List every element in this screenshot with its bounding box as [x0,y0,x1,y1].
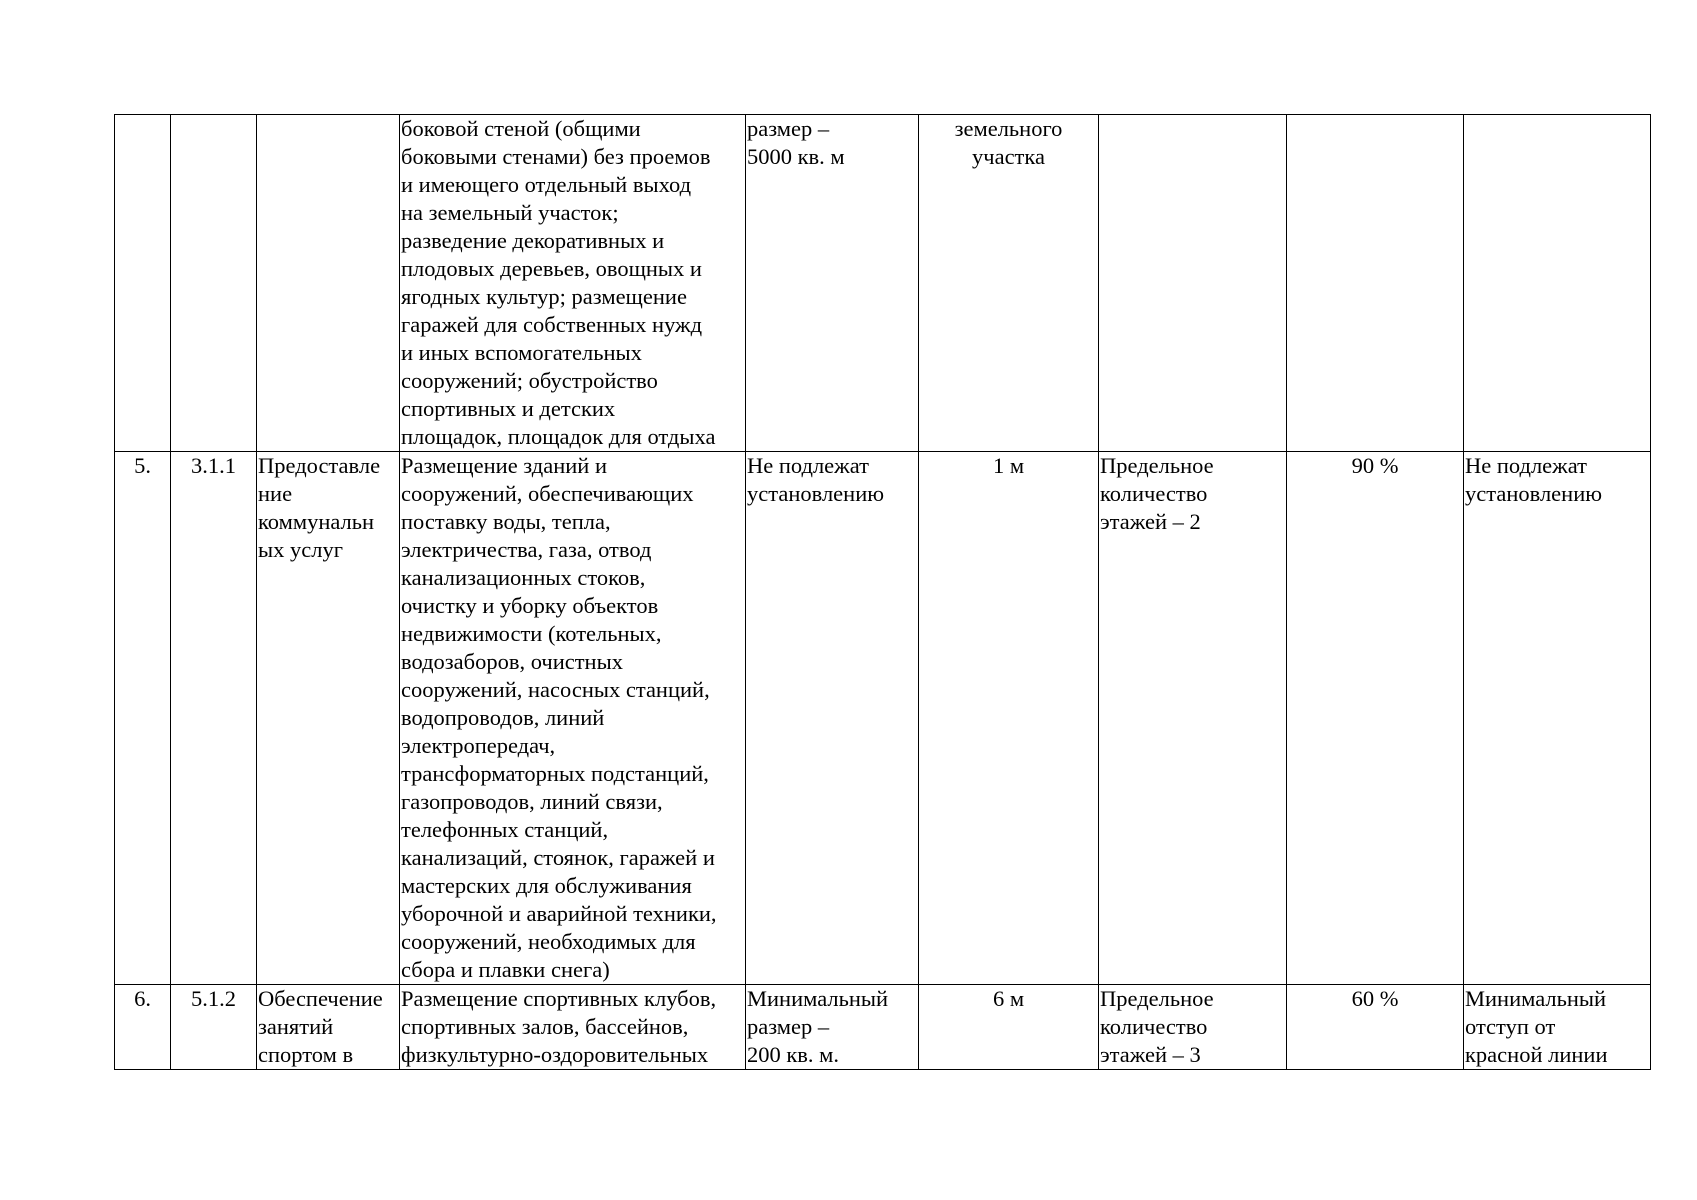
table-row [115,115,1651,452]
cell-code: 5.1.2 [171,985,257,1070]
cell-plot-size: Минимальный размер – 200 кв. м. [746,985,919,1070]
cell-use-type: Предоставле ние коммунальн ых услуг [257,452,400,985]
cell-setback: 6 м [919,985,1099,1070]
cell-other: Не подлежат установлению [1464,452,1651,985]
cell-floors: Предельное количество этажей – 3 [1099,985,1287,1070]
cell-other [1464,115,1651,452]
table-row [115,985,1651,1070]
cell-other: Минимальный отступ от красной линии [1464,985,1651,1070]
regulations-table [114,114,1651,1070]
cell-plot-size: размер – 5000 кв. м [746,115,919,452]
cell-description: боковой стеной (общими боковыми стенами) без проемов и имеющего отдельный выход на земельный участок; разведение декоративных и плодовых деревьев, овощных и ягодных культур; размещение гаражей для собственных нужд и иных вспомогательных сооружений; обустройство спортивных и детских площадок, площадок для отдыха [400,115,746,452]
cell-number: 5. [115,452,171,985]
cell-plot-size: Не подлежат установлению [746,452,919,985]
cell-use-type: Обеспечение занятий спортом в [257,985,400,1070]
cell-setback: земельного участка [919,115,1099,452]
cell-code: 3.1.1 [171,452,257,985]
cell-number: 6. [115,985,171,1070]
cell-use-type [257,115,400,452]
cell-description: Размещение спортивных клубов, спортивных залов, бассейнов, физкультурно-оздоровительных [400,985,746,1070]
cell-number [115,115,171,452]
cell-description: Размещение зданий и сооружений, обеспечивающих поставку воды, тепла, электричества, газа, отвод канализационных стоков, очистку и уборку объектов недвижимости (котельных, водозаборов, очистных сооружений, насосных станций, водопроводов, линий электропередач, трансформаторных подстанций, газопроводов, линий связи, телефонных станций, канализаций, стоянок, гаражей и мастерских для обслуживания уборочной и аварийной техники, сооружений, необходимых для сбора и плавки снега) [400,452,746,985]
cell-code [171,115,257,452]
table-row [115,452,1651,985]
cell-setback: 1 м [919,452,1099,985]
cell-coverage: 60 % [1287,985,1464,1070]
cell-floors [1099,115,1287,452]
cell-coverage [1287,115,1464,452]
cell-coverage: 90 % [1287,452,1464,985]
cell-floors: Предельное количество этажей – 2 [1099,452,1287,985]
